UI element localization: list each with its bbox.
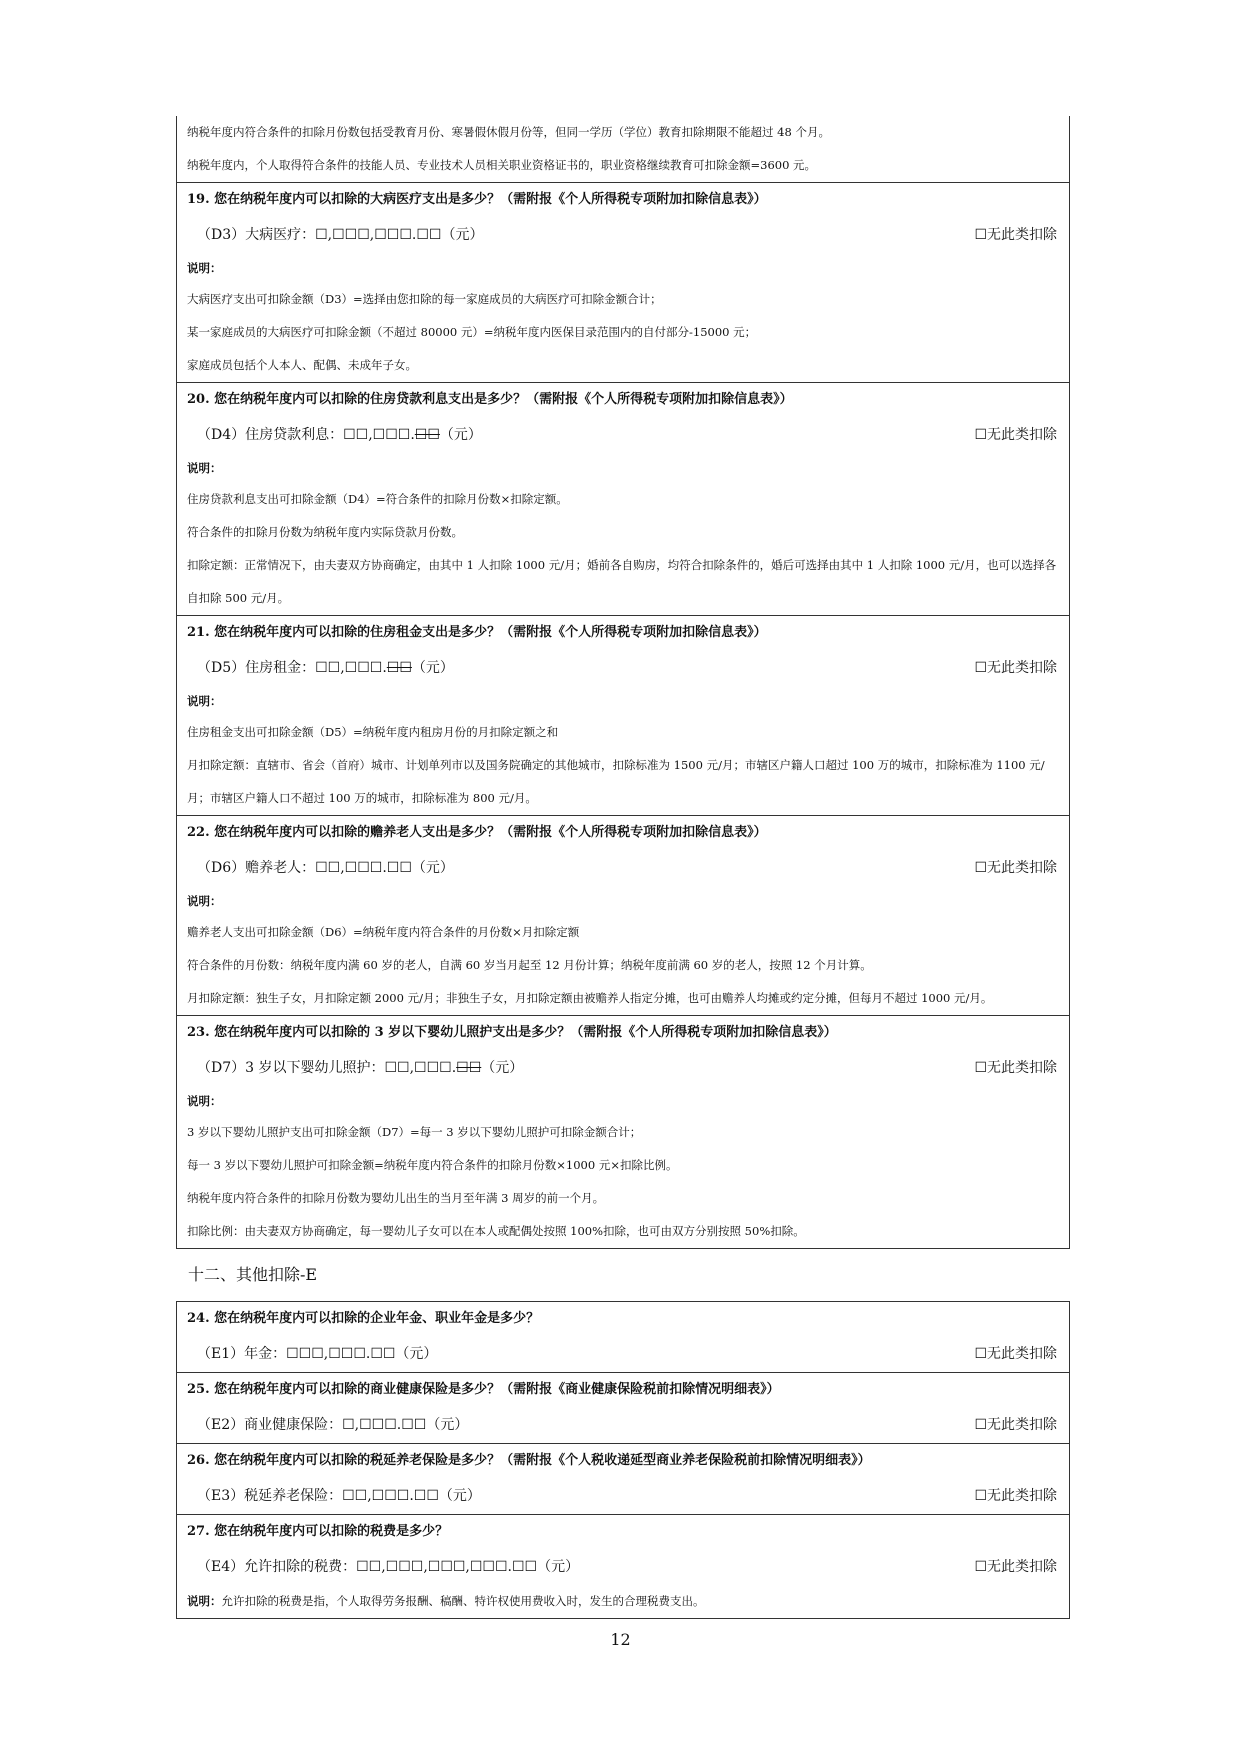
struck-digits: ☐☐ <box>386 660 412 676</box>
note-line: 赡养老人支出可扣除金额（D6）=纳税年度内符合条件的月份数×月扣除定额 <box>187 925 580 939</box>
amount-field-e2[interactable]: （E2）商业健康保险：☐,☐☐☐.☐☐（元） <box>197 1417 469 1433</box>
question-text: 22. 您在纳税年度内可以扣除的赡养老人支出是多少？（需附报《个人所得税专项附加扣除信息表》） <box>187 825 767 840</box>
note-label: 说明： <box>187 261 222 275</box>
note-text: 允许扣除的税费是指，个人取得劳务报酬、稿酬、特许权使用费收入时，发生的合理税费支出。 <box>221 1594 705 1608</box>
note-label: 说明： <box>187 461 222 475</box>
question-text: 21. 您在纳税年度内可以扣除的住房租金支出是多少？（需附报《个人所得税专项附加扣除信息表》） <box>187 625 767 640</box>
question-26 <box>177 1443 1069 1514</box>
no-deduction-checkbox[interactable]: ☐无此类扣除 <box>974 1559 1057 1575</box>
note-line: 符合条件的月份数：纳税年度内满 60 岁的老人，自满 60 岁当月起至 12 月份计算；纳税年度前满 60 岁的老人，按照 12 个月计算。 <box>187 958 872 972</box>
struck-digits: ☐☐ <box>456 1060 482 1076</box>
question-19 <box>177 182 1069 382</box>
question-text: 27. 您在纳税年度内可以扣除的税费是多少？ <box>187 1524 449 1539</box>
amount-field-d5[interactable] <box>187 650 454 686</box>
answer-line <box>187 1407 1059 1443</box>
no-deduction-checkbox[interactable]: ☐无此类扣除 <box>974 1346 1057 1362</box>
note-label: 说明： <box>187 1094 222 1108</box>
amount-field-d7[interactable] <box>187 1050 523 1086</box>
note-line: 符合条件的扣除月份数为纳税年度内实际贷款月份数。 <box>187 525 463 539</box>
note-line <box>187 1585 1059 1618</box>
no-deduction-checkbox[interactable]: ☐无此类扣除 <box>974 660 1057 676</box>
note-line: 纳税年度内符合条件的扣除月份数包括受教育月份、寒暑假休假月份等，但同一学历（学位）教育扣除期限不能超过 48 个月。 <box>187 125 830 139</box>
question-25 <box>177 1372 1069 1443</box>
note-line: 家庭成员包括个人本人、配偶、未成年子女。 <box>187 358 417 372</box>
note-line: 月扣除定额：直辖市、省会（首府）城市、计划单列市以及国务院确定的其他城市，扣除标准为 1500 元/月；市辖区户籍人口超过 100 万的城市，扣除标准为 1100 元/月；市辖区户籍人口不超过 100 万的城市，扣除标准为 800 元/月。 <box>187 758 1045 805</box>
answer-line <box>187 650 1059 686</box>
answer-line <box>187 1050 1059 1086</box>
question-24 <box>177 1302 1069 1372</box>
question-27 <box>177 1514 1069 1618</box>
question-23 <box>177 1015 1069 1248</box>
amount-field-e3[interactable]: （E3）税延养老保险：☐☐,☐☐☐.☐☐（元） <box>197 1488 481 1504</box>
question-text: 23. 您在纳税年度内可以扣除的 3 岁以下婴幼儿照护支出是多少？（需附报《个人所得税专项附加扣除信息表》） <box>187 1025 837 1040</box>
no-deduction-checkbox[interactable]: ☐无此类扣除 <box>974 227 1057 243</box>
note-line: 住房贷款利息支出可扣除金额（D4）=符合条件的扣除月份数×扣除定额。 <box>187 492 568 506</box>
answer-line <box>187 1336 1059 1372</box>
note-label: 说明： <box>187 694 222 708</box>
section-title: 十二、其他扣除-E <box>188 1265 318 1284</box>
note-line: 纳税年度内，个人取得符合条件的技能人员、专业技术人员相关职业资格证书的，职业资格继续教育可扣除金额=3600 元。 <box>187 158 817 172</box>
question-22 <box>177 815 1069 1015</box>
other-deduction-table <box>176 1301 1070 1619</box>
answer-line <box>187 1478 1059 1514</box>
amount-unit: （元） <box>481 1060 524 1076</box>
amount-prefix: （D7）3 岁以下婴幼儿照护：☐☐,☐☐☐. <box>197 1060 457 1076</box>
question-text: 26. 您在纳税年度内可以扣除的税延养老保险是多少？（需附报《个人税收递延型商业养老保险税前扣除情况明细表》） <box>187 1453 871 1468</box>
form-page <box>176 116 1070 1619</box>
note-label: 说明： <box>187 894 222 908</box>
note-label: 说明： <box>187 1594 222 1608</box>
amount-unit: （元） <box>411 660 454 676</box>
note-line: 纳税年度内符合条件的扣除月份数为婴幼儿出生的当月至年满 3 周岁的前一个月。 <box>187 1191 605 1205</box>
page-number: 12 <box>610 1630 631 1649</box>
question-text: 19. 您在纳税年度内可以扣除的大病医疗支出是多少？（需附报《个人所得税专项附加扣除信息表》） <box>187 192 767 207</box>
no-deduction-checkbox[interactable]: ☐无此类扣除 <box>974 1488 1057 1504</box>
note-line: 住房租金支出可扣除金额（D5）=纳税年度内租房月份的月扣除定额之和 <box>187 725 559 739</box>
answer-line <box>187 417 1059 453</box>
question-21 <box>177 615 1069 815</box>
no-deduction-checkbox[interactable]: ☐无此类扣除 <box>974 1060 1057 1076</box>
note-line: 月扣除定额：独生子女，月扣除定额 2000 元/月；非独生子女，月扣除定额由被赡养人指定分摊，也可由赡养人均摊或约定分摊，但每月不超过 1000 元/月。 <box>187 991 993 1005</box>
amount-prefix: （D5）住房租金：☐☐,☐☐☐. <box>197 660 387 676</box>
struck-digits: ☐☐ <box>414 427 440 443</box>
question-text: 24. 您在纳税年度内可以扣除的企业年金、职业年金是多少？ <box>187 1311 540 1326</box>
question-20 <box>177 382 1069 615</box>
answer-line <box>187 217 1059 253</box>
note-line: 每一 3 岁以下婴幼儿照护可扣除金额=纳税年度内符合条件的扣除月份数×1000 元×扣除比例。 <box>187 1158 678 1172</box>
amount-field-d3[interactable]: （D3）大病医疗：☐,☐☐☐,☐☐☐.☐☐（元） <box>197 227 484 243</box>
note-line: 某一家庭成员的大病医疗可扣除金额（不超过 80000 元）=纳税年度内医保目录范围内的自付部分-15000 元； <box>187 325 757 339</box>
education-notes-tail <box>177 116 1069 182</box>
amount-prefix: （D4）住房贷款利息：☐☐,☐☐☐. <box>197 427 415 443</box>
special-deduction-table <box>176 116 1070 1249</box>
answer-line <box>187 850 1059 886</box>
no-deduction-checkbox[interactable]: ☐无此类扣除 <box>974 427 1057 443</box>
amount-field-d4[interactable] <box>187 417 482 453</box>
question-text: 20. 您在纳税年度内可以扣除的住房贷款利息支出是多少？（需附报《个人所得税专项附加扣除信息表》） <box>187 392 793 407</box>
note-line: 扣除定额：正常情况下，由夫妻双方协商确定，由其中 1 人扣除 1000 元/月；婚前各自购房，均符合扣除条件的，婚后可选择由其中 1 人扣除 1000 元/月，也可以选择各自扣除 500 元/月。 <box>187 558 1057 605</box>
amount-unit: （元） <box>439 427 482 443</box>
amount-field-e1[interactable]: （E1）年金：☐☐☐,☐☐☐.☐☐（元） <box>197 1346 438 1362</box>
note-line: 扣除比例：由夫妻双方协商确定，每一婴幼儿子女可以在本人或配偶处按照 100%扣除，也可由双方分别按照 50%扣除。 <box>187 1224 805 1238</box>
amount-field-e4[interactable]: （E4）允许扣除的税费：☐☐,☐☐☐,☐☐☐,☐☐☐.☐☐（元） <box>197 1559 580 1575</box>
note-line: 大病医疗支出可扣除金额（D3）=选择由您扣除的每一家庭成员的大病医疗可扣除金额合计； <box>187 292 662 306</box>
no-deduction-checkbox[interactable]: ☐无此类扣除 <box>974 860 1057 876</box>
answer-line <box>187 1549 1059 1585</box>
note-line: 3 岁以下婴幼儿照护支出可扣除金额（D7）=每一 3 岁以下婴幼儿照护可扣除金额合计； <box>187 1125 642 1139</box>
no-deduction-checkbox[interactable]: ☐无此类扣除 <box>974 1417 1057 1433</box>
amount-field-d6[interactable]: （D6）赡养老人：☐☐,☐☐☐.☐☐（元） <box>197 860 454 876</box>
question-text: 25. 您在纳税年度内可以扣除的商业健康保险是多少？（需附报《商业健康保险税前扣除情况明细表》） <box>187 1382 780 1397</box>
